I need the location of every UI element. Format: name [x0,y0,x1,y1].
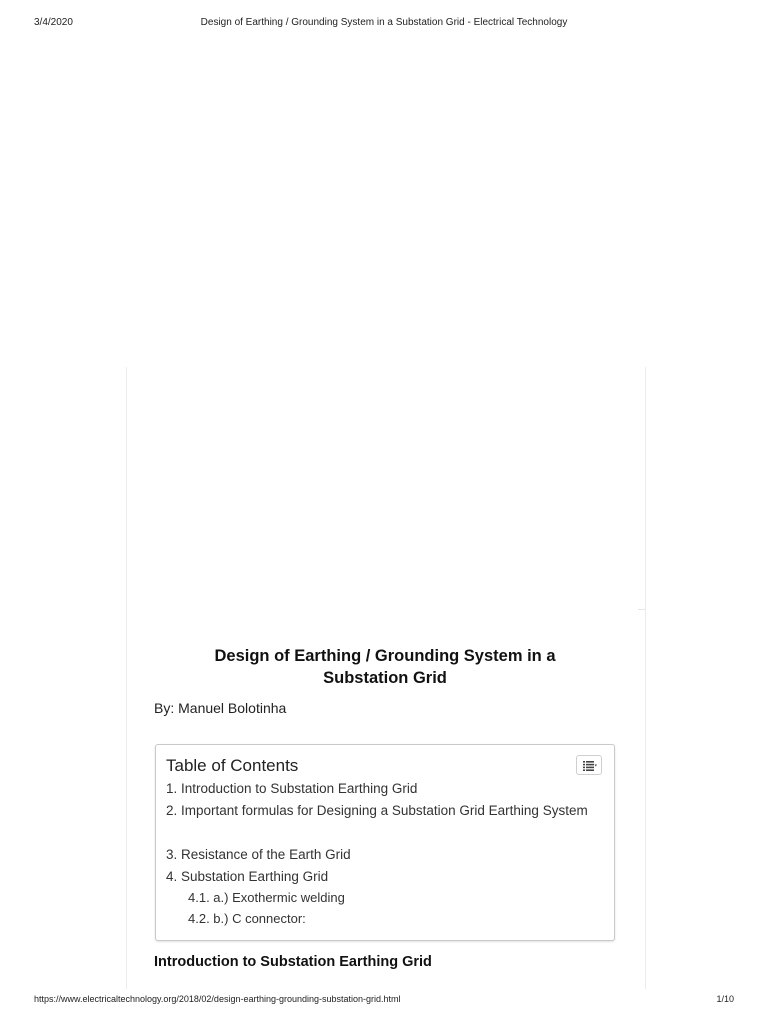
list-toggle-icon [583,761,597,771]
article-byline: By: Manuel Bolotinha [154,700,287,716]
print-header [0,17,768,31]
article-title: Design of Earthing / Grounding System in a Substation Grid [214,647,556,687]
toc-heading: Table of Contents [166,756,299,775]
frame-divider [638,609,645,610]
toc-link-introduction[interactable]: 1. Introduction to Substation Earthing Grid [166,781,418,796]
print-url: https://www.electricaltechnology.org/2018/02/design-earthing-grounding-substation-grid.html [34,994,401,1004]
page-number: 1/10 [716,994,734,1004]
toc-toggle-button[interactable] [576,755,602,775]
table-of-contents [155,744,615,941]
print-footer [0,994,768,1008]
section-heading: Introduction to Substation Earthing Grid [154,954,432,970]
print-date: 3/4/2020 [34,17,73,28]
toc-link-c-connector[interactable]: 4.2. b.) C connector: [188,911,306,926]
print-page-title: Design of Earthing / Grounding System in a Substation Grid - Electrical Technology [200,17,568,28]
toc-link-resistance[interactable]: 3. Resistance of the Earth Grid [166,847,351,862]
toc-link-earthing-grid[interactable]: 4. Substation Earthing Grid [166,869,329,884]
toc-link-formulas[interactable]: 2. Important formulas for Designing a Substation Grid Earthing System [166,803,588,818]
toc-link-exothermic-welding[interactable]: 4.1. a.) Exothermic welding [188,890,345,905]
